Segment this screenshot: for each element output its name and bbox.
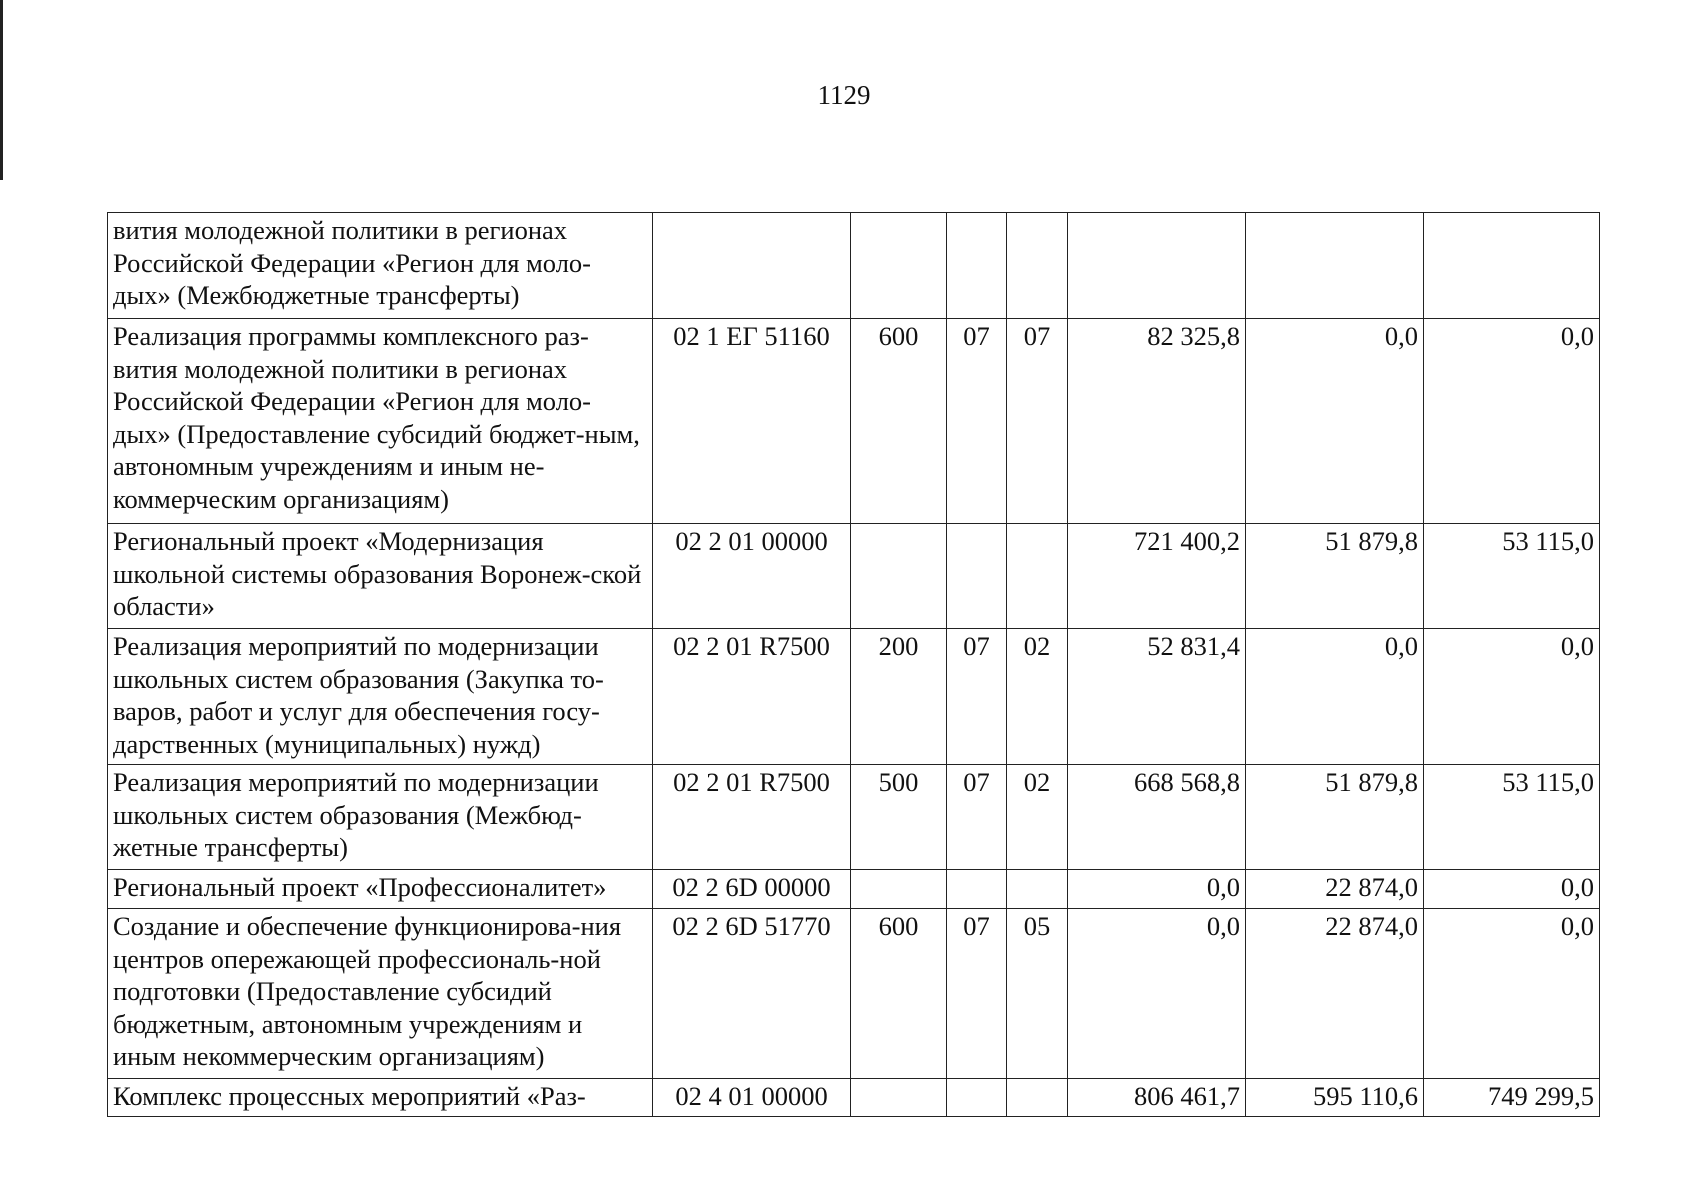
table-row: [108, 870, 1600, 909]
row-amount-1: [1068, 213, 1246, 319]
row-amount-3: 0,0: [1424, 319, 1600, 524]
table-row: [108, 765, 1600, 870]
row-expense-type: 600: [851, 319, 947, 524]
page-number: 1129: [817, 80, 871, 110]
row-subsection: [1007, 870, 1068, 909]
row-subsection: 02: [1007, 629, 1068, 765]
row-section: [947, 213, 1007, 319]
row-amount-1: 721 400,2: [1068, 524, 1246, 629]
row-name: вития молодежной политики в регионах Российской Федерации «Регион для моло-дых» (Межбюджетные трансферты): [108, 213, 653, 319]
row-code: 02 1 ЕГ 51160: [653, 319, 851, 524]
row-section: [947, 524, 1007, 629]
row-code: 02 4 01 00000: [653, 1079, 851, 1117]
row-amount-2: 51 879,8: [1246, 765, 1424, 870]
row-code: 02 2 6D 51770: [653, 909, 851, 1079]
table-row: [108, 909, 1600, 1079]
row-amount-1: 52 831,4: [1068, 629, 1246, 765]
table-row: [108, 1079, 1600, 1117]
row-code: 02 2 01 00000: [653, 524, 851, 629]
row-name: Региональный проект «Модернизация школьной системы образования Воронеж-ской области»: [108, 524, 653, 629]
row-amount-1: 0,0: [1068, 909, 1246, 1079]
row-amount-2: 595 110,6: [1246, 1079, 1424, 1117]
row-code: 02 2 01 R7500: [653, 629, 851, 765]
row-expense-type: [851, 524, 947, 629]
row-amount-1: 806 461,7: [1068, 1079, 1246, 1117]
row-code: 02 2 01 R7500: [653, 765, 851, 870]
row-subsection: 02: [1007, 765, 1068, 870]
row-amount-1: 668 568,8: [1068, 765, 1246, 870]
budget-table: [107, 212, 1600, 1117]
table-row: [108, 629, 1600, 765]
row-section: 07: [947, 629, 1007, 765]
row-amount-2: 22 874,0: [1246, 870, 1424, 909]
row-amount-3: 53 115,0: [1424, 765, 1600, 870]
row-section: [947, 1079, 1007, 1117]
row-expense-type: 600: [851, 909, 947, 1079]
row-amount-3: 749 299,5: [1424, 1079, 1600, 1117]
row-amount-3: 0,0: [1424, 870, 1600, 909]
row-name: Реализация мероприятий по модернизации школьных систем образования (Закупка то-варов, работ и услуг для обеспечения госу-дарственных (муниципальных) нужд): [108, 629, 653, 765]
row-code: 02 2 6D 00000: [653, 870, 851, 909]
row-subsection: [1007, 524, 1068, 629]
row-subsection: [1007, 1079, 1068, 1117]
row-section: 07: [947, 909, 1007, 1079]
row-expense-type: 200: [851, 629, 947, 765]
row-subsection: [1007, 213, 1068, 319]
row-expense-type: 500: [851, 765, 947, 870]
row-name: Реализация мероприятий по модернизации школьных систем образования (Межбюд-жетные трансферты): [108, 765, 653, 870]
row-amount-2: 22 874,0: [1246, 909, 1424, 1079]
row-expense-type: [851, 1079, 947, 1117]
row-section: [947, 870, 1007, 909]
row-subsection: 05: [1007, 909, 1068, 1079]
row-amount-3: [1424, 213, 1600, 319]
row-name: Региональный проект «Профессионалитет»: [108, 870, 653, 909]
row-name: Комплекс процессных мероприятий «Раз-: [108, 1079, 653, 1117]
table-row: [108, 319, 1600, 524]
row-section: 07: [947, 319, 1007, 524]
row-amount-2: 0,0: [1246, 629, 1424, 765]
row-name: Реализация программы комплексного раз-вития молодежной политики в регионах Российской Федерации «Регион для моло-дых» (Предоставление субсидий бюджет-ным, автономным учреждениям и иным не-коммерческим организациям): [108, 319, 653, 524]
row-section: 07: [947, 765, 1007, 870]
row-code: [653, 213, 851, 319]
row-amount-3: 0,0: [1424, 629, 1600, 765]
row-name: Создание и обеспечение функционирова-ния центров опережающей профессиональ-ной подготовки (Предоставление субсидий бюджетным, автономным учреждениям и иным некоммерческим организациям): [108, 909, 653, 1079]
row-expense-type: [851, 213, 947, 319]
table-row: [108, 524, 1600, 629]
row-amount-2: 51 879,8: [1246, 524, 1424, 629]
table-row: [108, 213, 1600, 319]
row-amount-3: 0,0: [1424, 909, 1600, 1079]
row-subsection: 07: [1007, 319, 1068, 524]
row-amount-2: 0,0: [1246, 319, 1424, 524]
row-expense-type: [851, 870, 947, 909]
row-amount-2: [1246, 213, 1424, 319]
row-amount-3: 53 115,0: [1424, 524, 1600, 629]
row-amount-1: 82 325,8: [1068, 319, 1246, 524]
row-amount-1: 0,0: [1068, 870, 1246, 909]
